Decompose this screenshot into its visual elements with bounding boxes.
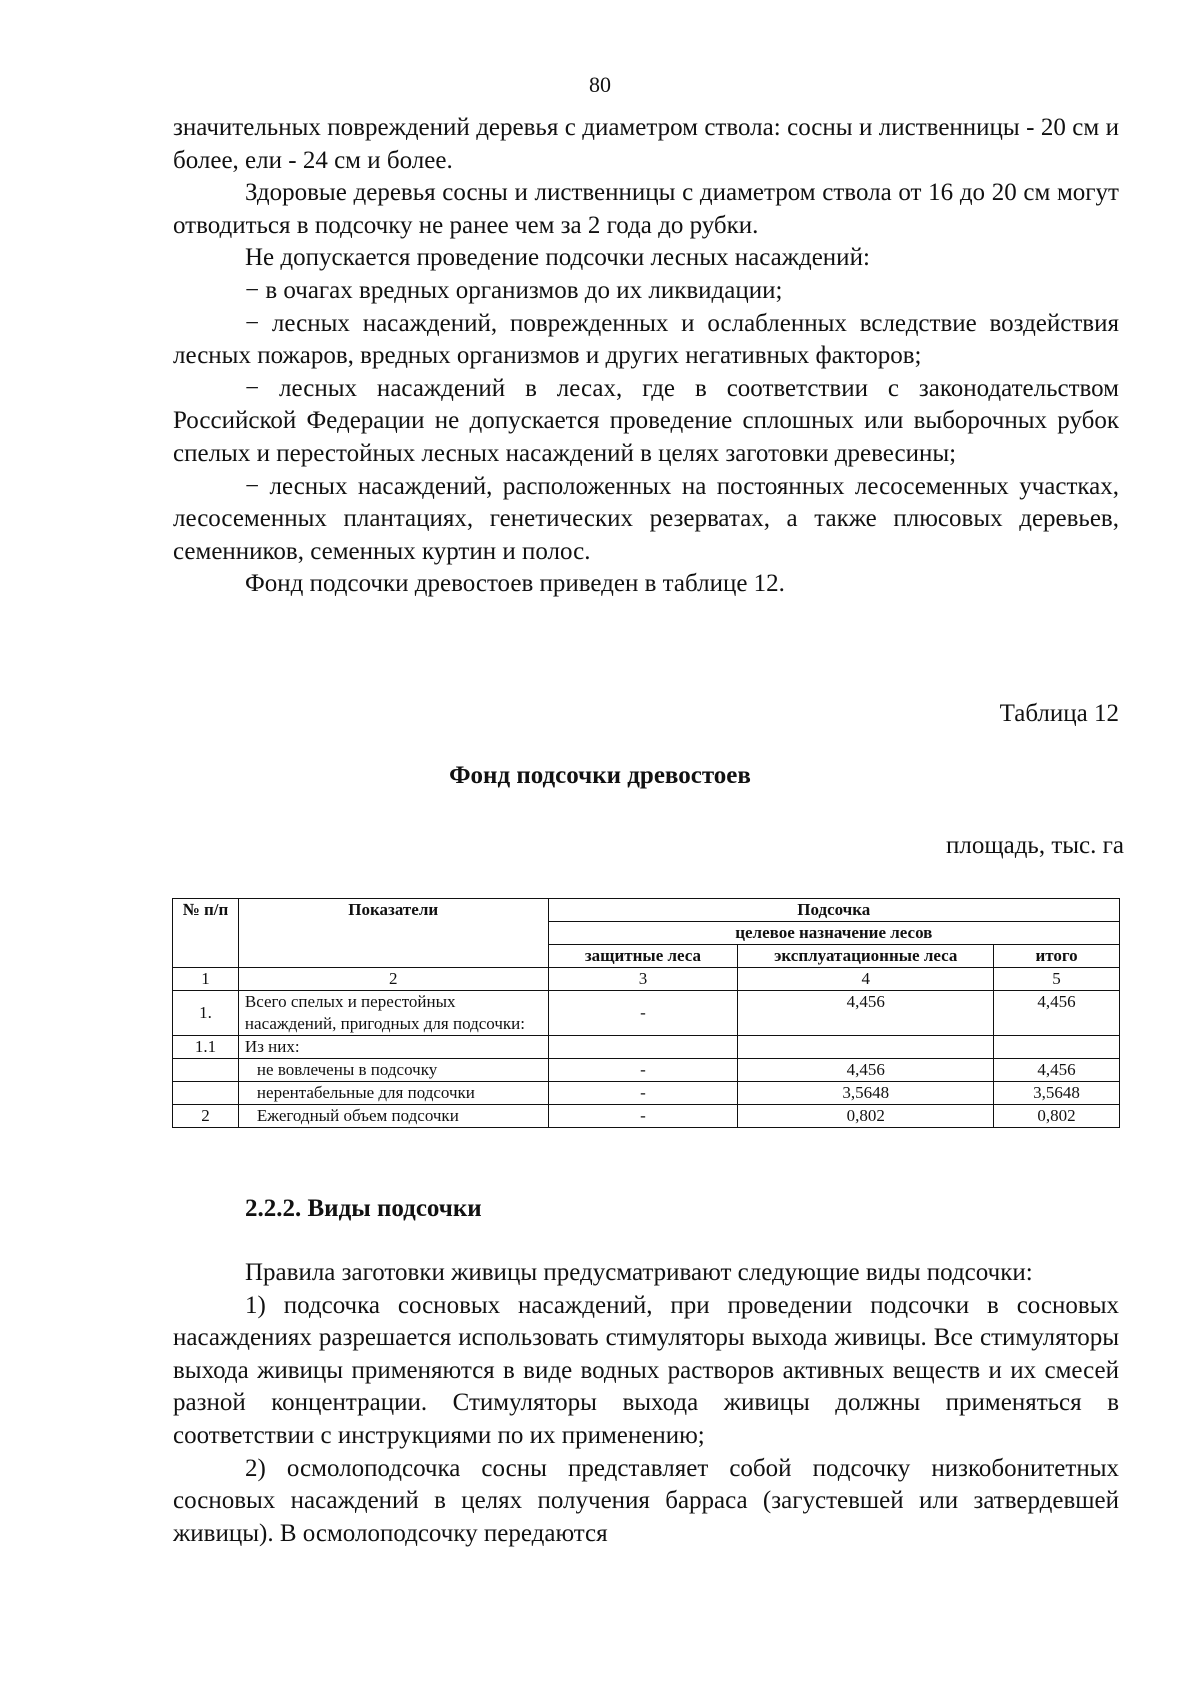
body-text-top [173,112,1119,601]
row-exploitation: 4,456 [738,991,994,1036]
row-total: 0,802 [994,1105,1120,1128]
colnum-4: 4 [738,968,994,991]
paragraph-bottom-1: 1) подсочка сосновых насаждений, при проведении подсочки в сосновых насаждениях разрешается использовать стимуляторы выхода живицы. Все стимуляторы выхода живицы применяются в виде водных растворов активных веществ и их смесей разной концентрации. Стимуляторы выхода живицы должны применяться в соответствии с инструкциями по их применению; [173,1291,1119,1449]
row-name: Ежегодный объем подсочки [238,1105,548,1128]
row-protective: - [548,1059,738,1082]
header-subgroup: целевое назначение лесов [548,922,1119,945]
row-protective [548,1036,738,1059]
table-row [173,1105,1120,1128]
row-exploitation: 0,802 [738,1105,994,1128]
header-group: Подсочка [548,899,1119,922]
colnum-1: 1 [173,968,239,991]
row-name: не вовлечены в подсочку [238,1059,548,1082]
colnum-3: 3 [548,968,738,991]
paragraph-6: − лесных насаждений, расположенных на постоянных лесосеменных участках, лесосеменных плантациях, генетических резерватах, а также плюсовых деревьев, семенников, семенных куртин и полос. [173,472,1119,565]
header-num: № п/п [173,899,239,968]
row-num: 2 [173,1105,239,1128]
row-exploitation [738,1036,994,1059]
row-name: Всего спелых и перестойных насаждений, пригодных для подсочки: [238,991,548,1036]
paragraph-0: значительных повреждений деревья с диаметром ствола: сосны и лиственницы - 20 см и более, ели - 24 см и более. [173,114,1119,174]
table-label: Таблица 12 [999,700,1119,727]
table-row [173,991,1120,1036]
row-exploitation: 3,5648 [738,1082,994,1105]
paragraph-bottom-0: Правила заготовки живицы предусматривают следующие виды подсочки: [245,1259,1033,1286]
paragraph-5: − лесных насаждений в лесах, где в соответствии с законодательством Российской Федерации не допускается проведение сплошных или выборочных рубок спелых и перестойных лесных насаждений в целях заготовки древесины; [173,374,1119,467]
row-protective: - [548,991,738,1036]
row-total: 4,456 [994,1059,1120,1082]
row-exploitation: 4,456 [738,1059,994,1082]
fund-table [172,898,1120,1128]
row-name: нерентабельные для подсочки [238,1082,548,1105]
row-num: 1.1 [173,1036,239,1059]
row-num [173,1059,239,1082]
paragraph-1: Здоровые деревья сосны и лиственницы с диаметром ствола от 16 до 20 см могут отводиться в подсочку не ранее чем за 2 года до рубки. [173,179,1119,239]
section-heading: 2.2.2. Виды подсочки [245,1195,482,1222]
paragraph-3: − в очагах вредных организмов до их ликвидации; [245,276,783,304]
colnum-2: 2 [238,968,548,991]
paragraph-7: Фонд подсочки древостоев приведен в таблице 12. [245,570,785,598]
row-num: 1. [173,991,239,1036]
row-protective: - [548,1105,738,1128]
page-number: 80 [589,72,611,97]
table-header-row-1 [173,899,1120,922]
header-total: итого [994,945,1120,968]
paragraph-4: − лесных насаждений, поврежденных и ослабленных вследствие воздействия лесных пожаров, вредных организмов и других негативных факторов; [173,309,1119,370]
header-protective: защитные леса [548,945,738,968]
body-text-bottom [173,1257,1119,1550]
table-row [173,1036,1120,1059]
row-total: 3,5648 [994,1082,1120,1105]
table-row [173,1059,1120,1082]
table-title: Фонд подсочки древостоев [449,762,751,789]
table-row [173,1082,1120,1105]
colnum-5: 5 [994,968,1120,991]
table-unit: площадь, тыс. га [946,832,1124,859]
row-total: 4,456 [994,991,1120,1036]
row-protective: - [548,1082,738,1105]
paragraph-2: Не допускается проведение подсочки лесных насаждений: [245,244,870,272]
header-indicators: Показатели [238,899,548,968]
header-exploitation: эксплуатационные леса [738,945,994,968]
row-name: Из них: [238,1036,548,1059]
row-num [173,1082,239,1105]
paragraph-bottom-2: 2) осмолоподсочка сосны представляет собой подсочку низкобонитетных сосновых насаждений в целях получения барраса (загустевшей или затвердевшей живицы). В осмолоподсочку передаются [173,1454,1119,1547]
row-total [994,1036,1120,1059]
table-colnum-row [173,968,1120,991]
